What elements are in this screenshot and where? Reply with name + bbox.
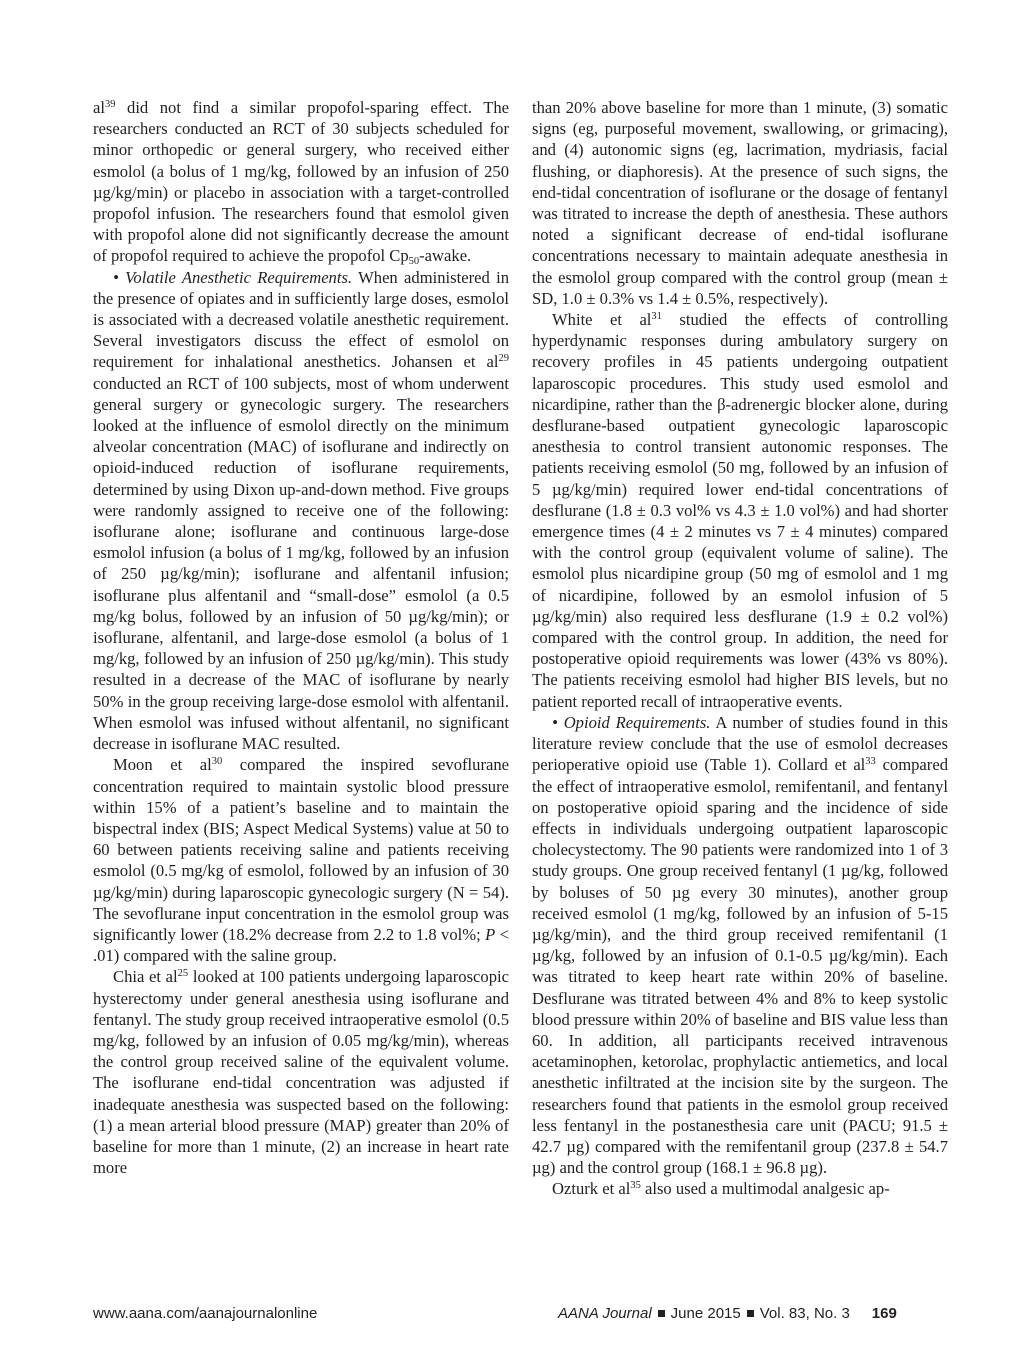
paragraph: • Volatile Anesthetic Requirements. When administered in the presence of opiates and in sufficiently large doses, esmolol is associated with a decreased volatile anesthetic requirement. Several investigators discuss the effect of esmolol on requirement for inhalational anesthetics. Johansen et $al^{29}$ conducted an RCT of 100 subjects, most of whom underwent general surgery or gynecologic surgery. The researchers looked at the influence of esmolol directly on the minimum alveolar concentration (MAC) of isoflurane and indirectly on opioid-induced reduction of isoflurane requirements, determined by using Dixon up-and-down method. Five groups were randomly assigned to receive one of the following: isoflurane alone; isoflurane and continuous large-dose esmolol infusion (a bolus of 1 mg/kg, followed by an infusion of 250 µg/kg/min); isoflurane and alfentanil infusion; isoflurane plus alfentanil and “small-dose” esmolol (a 0.5 mg/kg bolus, followed by an infusion of 50 µg/kg/min); or isoflurane, alfentanil, and large-dose esmolol (a bolus of 1 mg/kg, followed by an infusion of 250 µg/kg/min). This study resulted in a decrease of the MAC of isoflurane by nearly 50% in the group receiving large-dose esmolol with alfentanil. When esmolol was infused without alfentanil, no significant decrease in isoflurane MAC resulted. (93, 267, 509, 754)
citation-superscript: 33 (865, 756, 876, 768)
paragraph: than 20% above baseline for more than 1 minute, (3) somatic signs (eg, purposeful movement, swallowing, or grimacing), and (4) autonomic signs (eg, lacrimation, mydriasis, facial flushing, or diaphoresis). At the presence of such signs, the end-tidal concentration of isoflurane or the dosage of fentanyl was titrated to increase the depth of anesthesia. These authors noted a significant decrease of end-tidal isoflurane concentrations necessary to maintain adequate anesthesia in the esmolol group compared with the control group (mean ± SD, 1.0 ± 0.3% vs 1.4 ± 0.5%, respectively). (532, 98, 948, 308)
citation-superscript: 35 (630, 1180, 641, 1192)
issue-date: June 2015 (670, 1305, 741, 1322)
citation-superscript: 29 (498, 353, 509, 365)
subscript: 50 (408, 256, 420, 268)
section-heading: • Volatile Anesthetic Requirements. (113, 267, 353, 287)
paragraph: White et $al^{31}$ studied the effects of controlling hyperdynamic responses during ambulatory surgery on recovery profiles in 45 patients undergoing outpatient laparoscopic procedures. This study used esmolol and nicardipine, rather than the β-adrenergic blocker alone, during desflurane-based outpatient gynecologic laparoscopic anesthesia to control transient autonomic responses. The patients receiving esmolol (50 mg, followed by an infusion of 5 µg/kg/min) required lower end-tidal concentrations of desflurane (1.8 ± 0.3 vol% vs 4.3 ± 1.0 vol%) and had shorter emergence times (4 ± 2 minutes vs 7 ± 4 minutes) compared with the control group (equivalent volume of saline). The esmolol plus nicardipine group (50 mg of esmolol and 1 mg of nicardipine, followed by an esmolol infusion of 5 µg/kg/min) also required less desflurane (1.9 ± 0.2 vol%) compared with the control group. In addition, the need for postoperative opioid requirements was lower (43% vs 80%). The patients receiving esmolol had higher BIS levels, but no patient reported recall of intraoperative events. (532, 310, 948, 711)
right-column (532, 97, 948, 1200)
square-bullet-icon (658, 1310, 665, 1317)
citation-superscript: 31 (651, 311, 662, 323)
citation-superscript: 39 (104, 99, 116, 110)
section-heading: • Opioid Requirements. (552, 712, 711, 732)
paragraph: • Opioid Requirements. A number of studies found in this literature review conclude that the use of esmolol decreases perioperative opioid use (Table 1). Collard et $al^{33}$ compared the effect of intraoperative esmolol, remifentanil, and fentanyl on postoperative opioid sparing and the incidence of side effects in individuals undergoing outpatient laparoscopic cholecystectomy. The 90 patients were randomized into 1 of 3 study groups. One group received fentanyl (1 µg/kg, followed by boluses of 50 µg every 30 minutes), another group received esmolol (1 mg/kg, followed by an infusion of 5-15 µg/kg/min), and the third group received remifentanil (1 µg/kg, followed by an infusion of 0.1-0.5 µg/kg/min). Each was titrated to keep heart rate within 20% of baseline. Desflurane was titrated between 4% and 8% to keep systolic blood pressure within 20% of baseline and BIS value less than 60. In addition, all participants received intravenous acetaminophen, ketorolac, prophylactic antiemetics, and local anesthetic infiltrated at the incision site by the surgeon. The researchers found that patients in the esmolol group received less fentanyl in the postanesthesia care unit (PACU; 91.5 ± 42.7 µg) compared with the remifentanil group (237.8 ± 54.7 µg) and the control group (168.1 ± 96.8 µg). (532, 712, 948, 1178)
journal-name: AANA Journal (558, 1305, 652, 1322)
journal-website-link[interactable]: www.aana.com/aanajournalonline (93, 1305, 318, 1322)
paragraph: Ozturk et $al^{35}$ also used a multimodal analgesic ap- (552, 1179, 890, 1199)
citation-superscript: 25 (177, 968, 189, 980)
paragraph: Moon et $al^{30}$ compared the inspired sevoflurane concentration required to maintain systolic blood pressure within 15% of a patient’s baseline and to maintain the bispectral index (BIS; Aspect Medical Systems) value at 50 to 60 between patients receiving saline and patients receiving esmolol (0.5 mg/kg of esmolol, followed by an infusion of 30 µg/kg/min) during laparoscopic gynecologic surgery (N = 54). The sevoflurane input concentration in the esmolol group was significantly lower (18.2% decrease from 2.2 to 1.8 vol%; P < .01) compared with the saline group. (93, 755, 509, 966)
volume-number: Vol. 83, No. 3 (759, 1305, 850, 1322)
footer-url[interactable] (93, 1305, 317, 1323)
paragraph: $al^{39}$ did not find a similar propofol-sparing effect. The researchers conducted an RCT of 30 subjects scheduled for minor orthopedic or general surgery, who received either esmolol (a bolus of 1 mg/kg, followed by an infusion of 250 µg/kg/min) or placebo in association with a target-controlled propofol infusion. The researchers found that esmolol given with propofol alone did not significantly decrease the amount of propofol required to achieve the propofol $Cp_{50}$-awake. (93, 98, 509, 268)
footer-citation (558, 1305, 897, 1323)
square-bullet-icon (747, 1310, 754, 1317)
page-number: 169 (871, 1305, 897, 1322)
left-column (93, 97, 509, 1178)
paragraph: Chia et $al^{25}$ looked at 100 patients undergoing laparoscopic hysterectomy under general anesthesia using isoflurane and fentanyl. The study group received intraoperative esmolol (0.5 mg/kg, followed by an infusion of 0.05 mg/kg/min), whereas the control group received saline of the equivalent volume. The isoflurane end-tidal concentration was adjusted if inadequate anesthesia was suspected based on the following: (1) a mean arterial blood pressure (MAP) greater than 20% of baseline for more than 1 minute, (2) an increase in heart rate more (93, 967, 509, 1178)
citation-superscript: 30 (211, 756, 223, 768)
